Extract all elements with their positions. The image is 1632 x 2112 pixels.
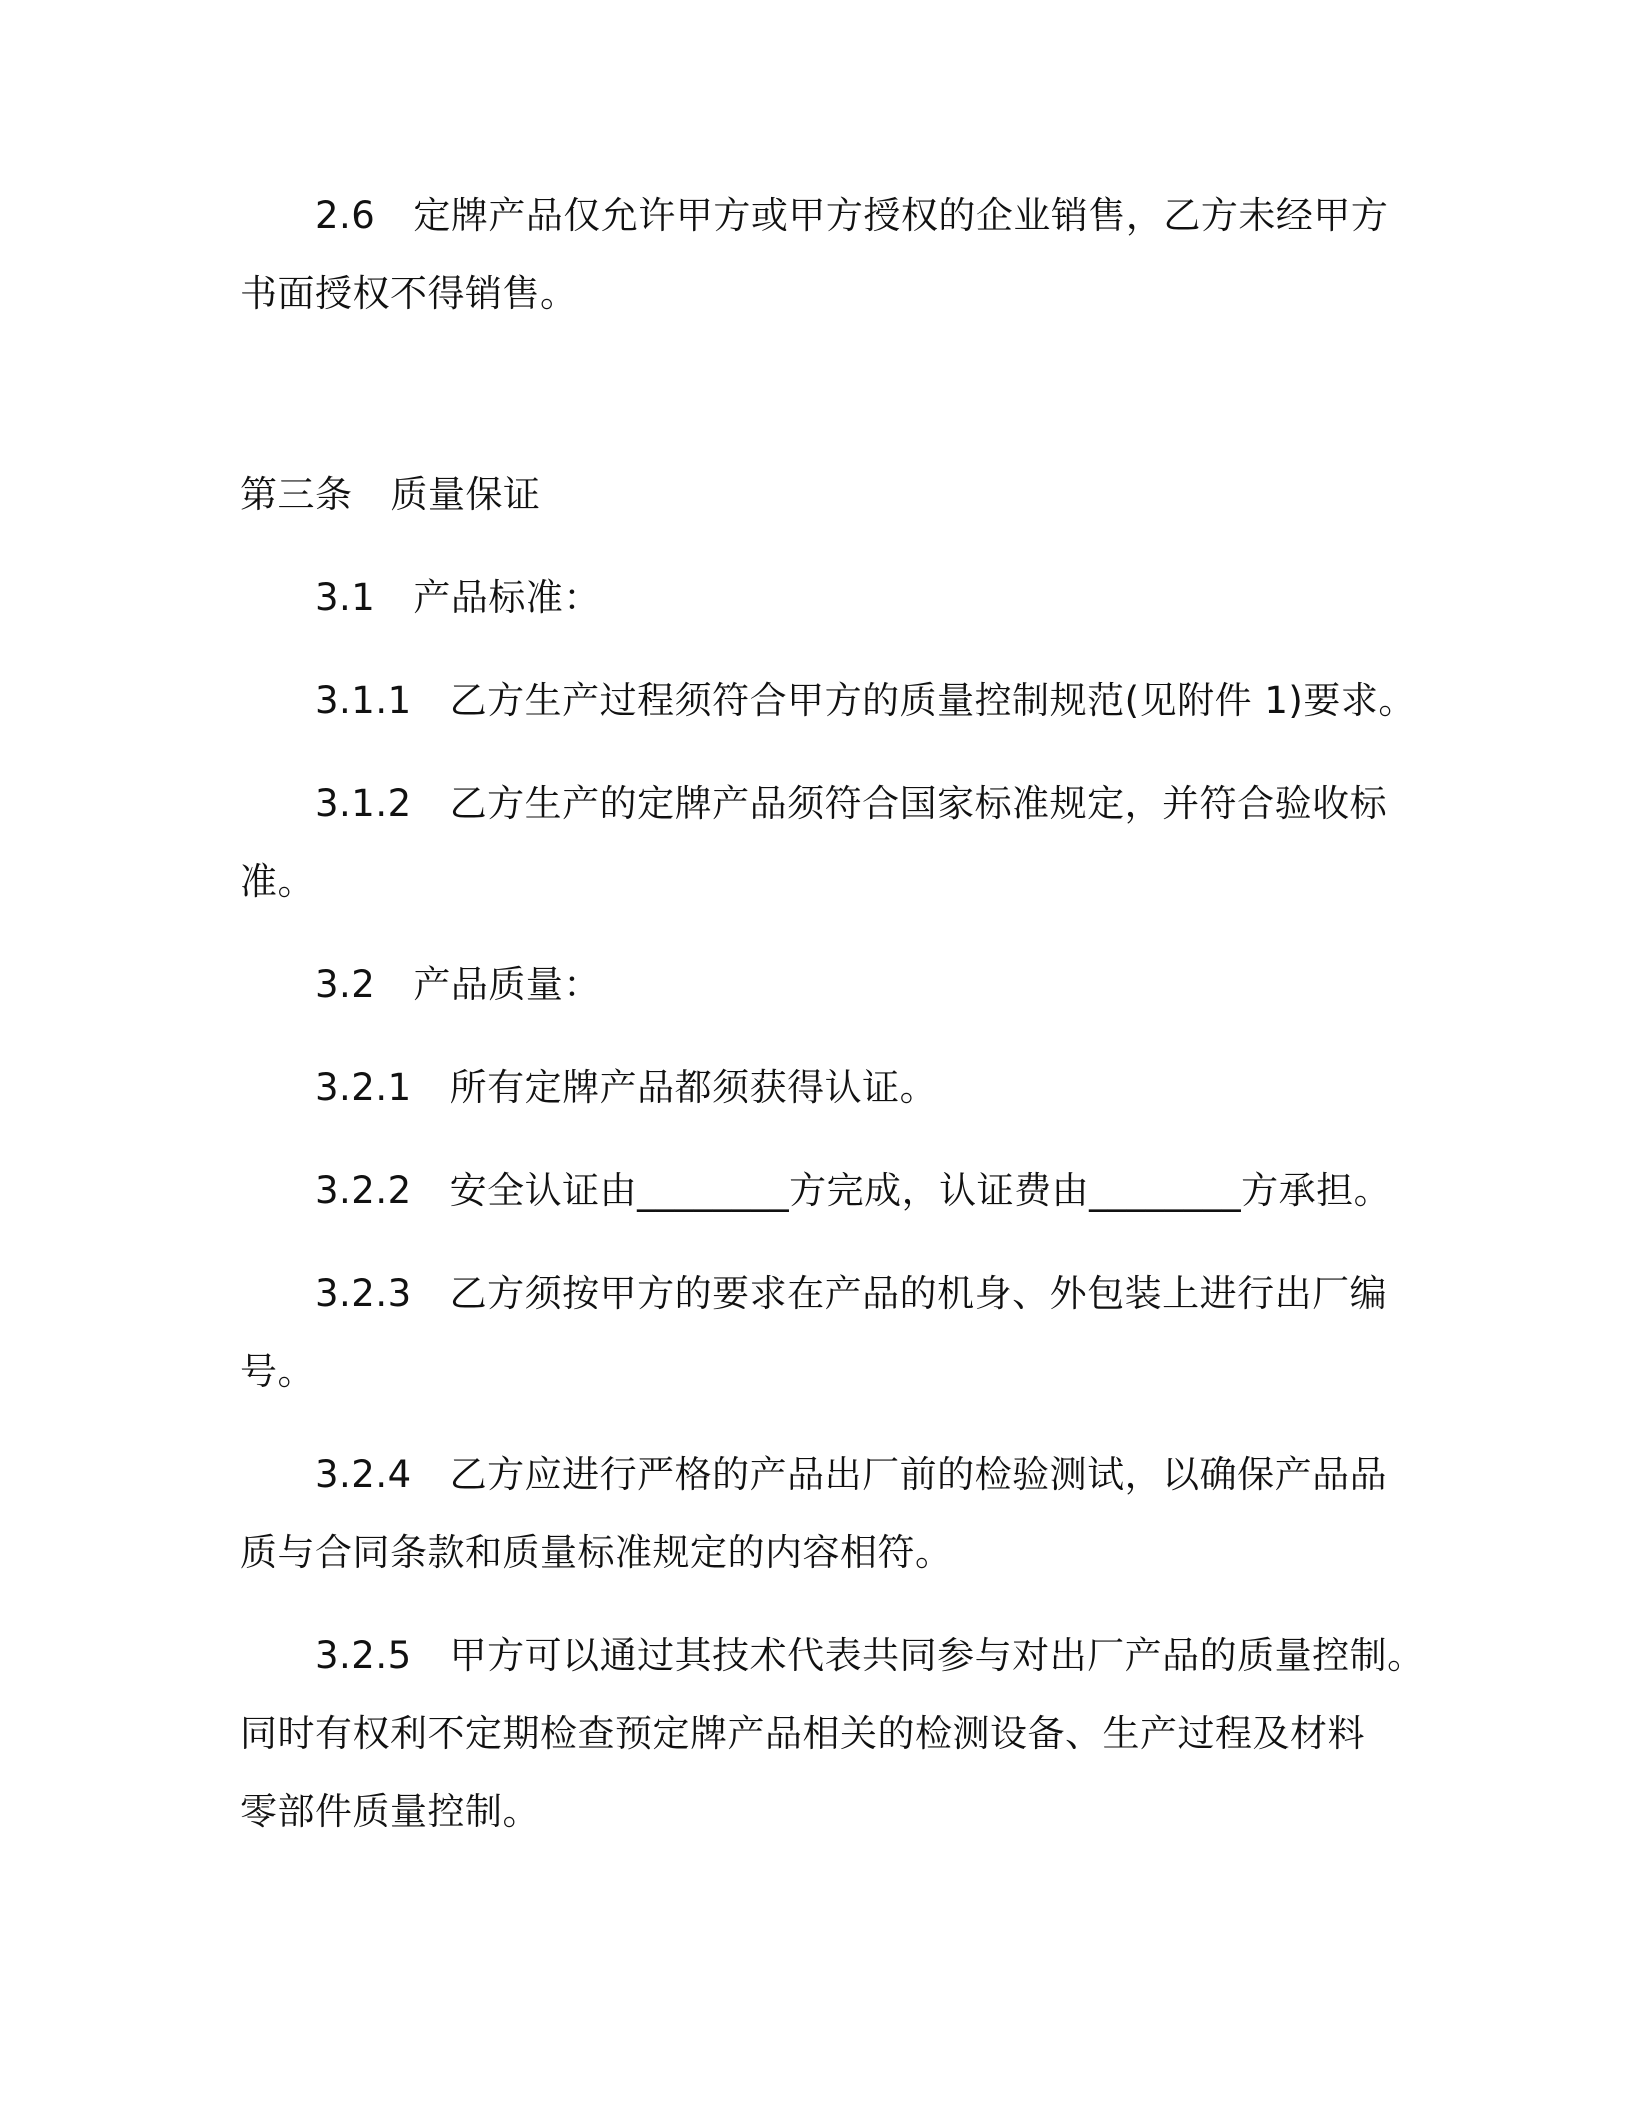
clause-3-1 xyxy=(315,570,1465,626)
clause-3-1-2-line-2: 准。 xyxy=(240,860,315,903)
clause-3-2 xyxy=(315,957,1465,1013)
clause-text: 所有定牌产品都须获得认证。 xyxy=(449,1066,938,1109)
clause-3-2-3-line-1 xyxy=(315,1266,1465,1322)
clause-3-2-5-line-3: 零部件质量控制。 xyxy=(240,1790,540,1833)
clause-text: 乙方生产的定牌产品须符合国家标准规定，并符合验收标 xyxy=(449,782,1388,825)
clause-2-6-line-1 xyxy=(315,188,1465,244)
clause-number: 3.2.4 xyxy=(315,1453,412,1496)
clause-number: 3.2.1 xyxy=(315,1066,412,1109)
clause-3-1-1 xyxy=(315,673,1465,729)
clause-number: 3.1.1 xyxy=(315,679,412,722)
clause-text: 甲方可以通过其技术代表共同参与对出厂产品的质量控制。 xyxy=(449,1634,1425,1677)
clause-number: 2.6 xyxy=(315,194,376,237)
clause-text: 定牌产品仅允许甲方或甲方授权的企业销售，乙方未经甲方 xyxy=(413,194,1389,237)
clause-text: 产品质量： xyxy=(413,963,601,1006)
clause-2-6-line-2: 书面授权不得销售。 xyxy=(240,272,578,315)
article-title: 质量保证 xyxy=(390,473,541,516)
clause-number: 3.1 xyxy=(315,576,376,619)
clause-3-2-2 xyxy=(315,1163,1465,1219)
clause-3-2-5-line-1 xyxy=(315,1628,1465,1684)
clause-text: 乙方生产过程须符合甲方的质量控制规范(见附件 1)要求。 xyxy=(449,679,1416,722)
clause-3-2-5-line-2: 同时有权利不定期检查预定牌产品相关的检测设备、生产过程及材料 xyxy=(240,1712,1365,1755)
clause-3-1-2-line-1 xyxy=(315,776,1465,832)
clause-number: 3.2.3 xyxy=(315,1272,412,1315)
clause-text: 乙方须按甲方的要求在产品的机身、外包装上进行出厂编 xyxy=(449,1272,1388,1315)
clause-3-2-4-line-1 xyxy=(315,1447,1465,1503)
clause-3-2-1 xyxy=(315,1060,1465,1116)
clause-3-2-3-line-2: 号。 xyxy=(240,1350,315,1393)
clause-number: 3.2.2 xyxy=(315,1169,412,1212)
article-label: 第三条 xyxy=(240,473,353,516)
clause-text: 乙方应进行严格的产品出厂前的检验测试，以确保产品品 xyxy=(449,1453,1388,1496)
article-3-heading xyxy=(240,467,1390,523)
clause-text: 安全认证由________方完成，认证费由________方承担。 xyxy=(449,1169,1392,1212)
clause-number: 3.1.2 xyxy=(315,782,412,825)
clause-text: 产品标准： xyxy=(413,576,601,619)
clause-3-2-4-line-2: 质与合同条款和质量标准规定的内容相符。 xyxy=(240,1531,953,1574)
clause-number: 3.2 xyxy=(315,963,376,1006)
clause-number: 3.2.5 xyxy=(315,1634,412,1677)
